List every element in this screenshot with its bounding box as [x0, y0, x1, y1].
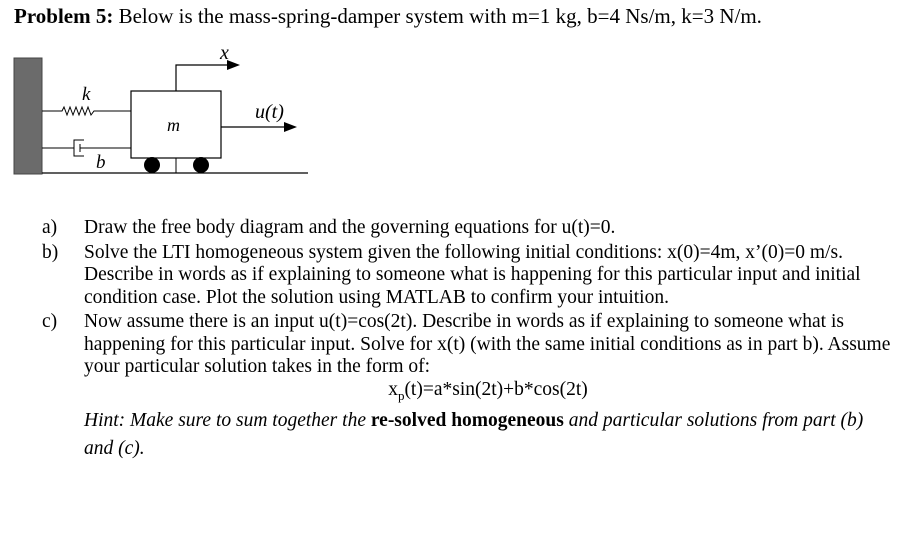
- formula-base: x: [388, 378, 398, 400]
- x-arrow-line: [176, 65, 228, 91]
- x-arrow-head: [227, 60, 240, 70]
- part-marker: b): [42, 241, 59, 263]
- k-label: k: [82, 84, 91, 105]
- hint-suffix: and particular solutions from part (b) and (c).: [84, 409, 864, 459]
- problem-parts: [42, 217, 892, 463]
- hint-bold: re-solved homogeneous: [370, 409, 564, 431]
- particular-solution-formula: [84, 379, 892, 407]
- formula-rest: (t)=a*sin(2t)+b*cos(2t): [404, 378, 588, 400]
- mass-spring-damper-diagram: [0, 40, 330, 190]
- wheel-left: [144, 157, 160, 173]
- x-label: x: [220, 42, 229, 64]
- part-text: Now assume there is an input u(t)=cos(2t). Describe in words as if explaining to someone what is happening for this particular input. Solve for x(t) (with the same initial conditions as in part b). Assume your particular solution takes in the form of:: [84, 311, 891, 377]
- problem-title: [14, 4, 762, 29]
- force-arrow-head: [284, 122, 297, 132]
- part-b: [42, 242, 892, 310]
- wall: [14, 58, 42, 174]
- wheel-right: [193, 157, 209, 173]
- part-c: [42, 311, 892, 379]
- formula-sub: p: [397, 387, 405, 403]
- spring: [42, 107, 131, 115]
- problem-statement: Below is the mass-spring-damper system with m=1 kg, b=4 Ns/m, k=3 N/m.: [118, 4, 762, 28]
- part-marker: a): [42, 217, 58, 238]
- part-text: Draw the free body diagram and the governing equations for u(t)=0.: [84, 217, 616, 238]
- part-text: Solve the LTI homogeneous system given the following initial conditions: x(0)=4m, x’(0)=0 m/s. Describe in words as if explaining to someone what is happening for this particular input and initial condition case. Plot the solution using MATLAB to confirm your intuition.: [84, 241, 861, 308]
- b-label: b: [96, 152, 106, 173]
- damper: [42, 140, 131, 156]
- part-a: [42, 217, 892, 240]
- part-marker: c): [42, 311, 58, 332]
- u-label: u(t): [255, 101, 284, 123]
- problem-label: Problem 5:: [14, 4, 114, 28]
- hint-prefix: Hint: Make sure to sum together the: [84, 409, 371, 431]
- m-label: m: [167, 115, 180, 135]
- hint: [84, 407, 892, 463]
